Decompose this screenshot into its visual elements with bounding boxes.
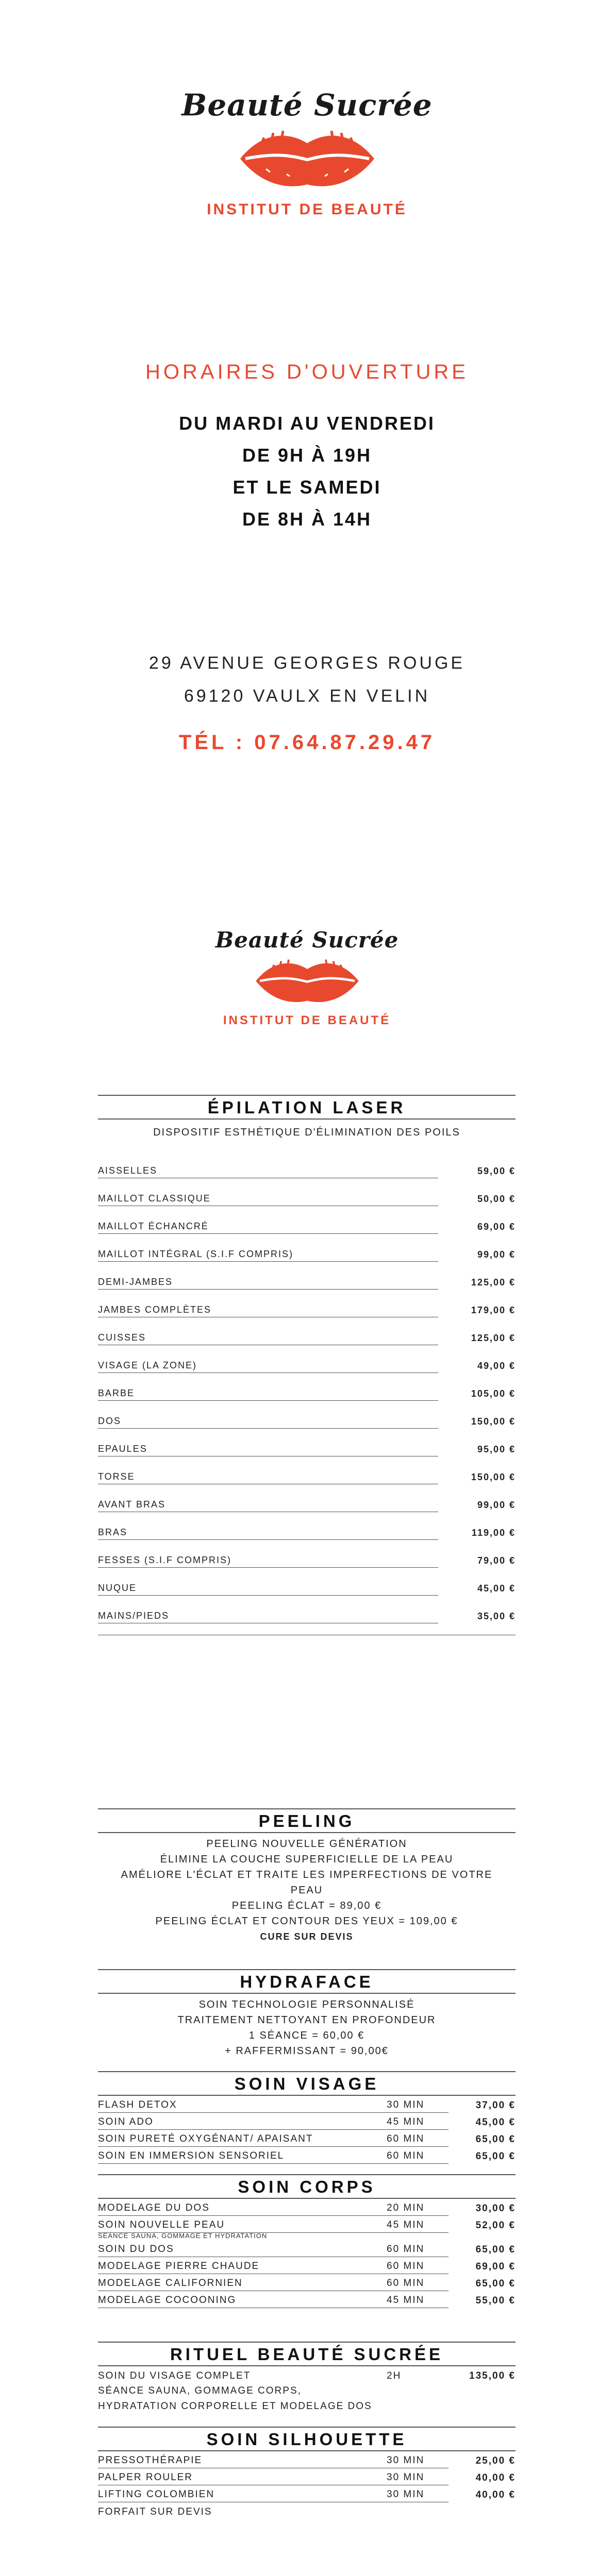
hydraface-section — [98, 1969, 516, 2059]
hydraface-price: 1 SÉANCE = 60,00 € — [248, 2030, 365, 2041]
peeling-price: PEELING ÉCLAT ET CONTOUR DES YEUX = 109,00 € — [155, 1916, 458, 1927]
list-item: MODELAGE CALIFORNIEN 60 MIN 65,00 € — [98, 2274, 516, 2291]
address-street: 29 AVENUE GEORGES ROUGE — [148, 653, 466, 673]
item-note: SÉANCE SAUNA, GOMMAGE ET HYDRATATION — [98, 2232, 268, 2240]
hydraface-price: + RAFFERMISSANT = 90,00€ — [225, 2045, 389, 2057]
opening-hours — [0, 361, 614, 535]
section-title: HYDRAFACE — [98, 1969, 516, 1994]
rituel-section — [98, 2342, 516, 2414]
hours-title: HORAIRES D'OUVERTURE — [145, 361, 469, 383]
peeling-price: PEELING ÉCLAT = 89,00 € — [231, 1900, 382, 1911]
list-item: LIFTING COLOMBIEN 30 MIN 40,00 € — [98, 2485, 516, 2502]
list-item: FESSES (S.I.F COMPRIS) 79,00 € — [98, 1540, 516, 1568]
hydraface-line: SOIN TECHNOLOGIE PERSONNALISÉ — [198, 1999, 415, 2010]
list-item: PALPER ROULER 30 MIN 40,00 € — [98, 2468, 516, 2485]
list-item: MODELAGE COCOONING 45 MIN 55,00 € — [98, 2291, 516, 2308]
list-item: MAILLOT INTÉGRAL (S.I.F COMPRIS) 99,00 € — [98, 1234, 516, 1262]
list-item: SOIN PURETÉ OXYGÉNANT/ APAISANT 60 MIN 65,00 € — [98, 2130, 516, 2147]
peeling-line: ÉLIMINE LA COUCHE SUPERFICIELLE DE LA PEAU — [160, 1854, 454, 1865]
brand-name: Beauté Sucrée — [181, 88, 433, 123]
list-item: BRAS 119,00 € — [98, 1512, 516, 1540]
rituel-line: SÉANCE SAUNA, GOMMAGE CORPS, — [98, 2385, 302, 2396]
hydraface-line: TRAITEMENT NETTOYANT EN PROFONDEUR — [177, 2014, 436, 2026]
section-title: SOIN VISAGE — [98, 2071, 516, 2096]
list-item: BARBE 105,00 € — [98, 1373, 516, 1401]
list-item: AVANT BRAS 99,00 € — [98, 1484, 516, 1512]
rituel-line: HYDRATATION CORPORELLE ET MODELAGE DOS — [98, 2401, 372, 2412]
hours-line: DU MARDI AU VENDREDI — [179, 413, 435, 434]
list-item: TORSE 150,00 € — [98, 1456, 516, 1484]
list-item: VISAGE (LA ZONE) 49,00 € — [98, 1345, 516, 1373]
list-item: SOIN ADO 45 MIN 45,00 € — [98, 2113, 516, 2130]
list-item: SOIN NOUVELLE PEAU 45 MIN 52,00 € — [98, 2216, 516, 2233]
list-item: MAILLOT ÉCHANCRÉ 69,00 € — [98, 1206, 516, 1234]
list-item: FLASH DETOX 30 MIN 37,00 € — [98, 2096, 516, 2113]
list-item: PRESSOTHÉRAPIE 30 MIN 25,00 € — [98, 2451, 516, 2468]
section-title: SOIN CORPS — [98, 2174, 516, 2199]
section-subtitle: DISPOSITIF ESTHÉTIQUE D'ÉLIMINATION DES POILS — [153, 1127, 460, 1138]
peeling-line: PEELING NOUVELLE GÉNÉRATION — [206, 1838, 407, 1850]
soin-corps-section — [98, 2174, 516, 2308]
section-title: PEELING — [98, 1808, 516, 1833]
address-city: 69120 VAULX EN VELIN — [184, 686, 430, 706]
brand-subtitle: INSTITUT DE BEAUTÉ — [223, 1013, 391, 1027]
address-block — [0, 647, 614, 754]
list-item: MAILLOT CLASSIQUE 50,00 € — [98, 1178, 516, 1206]
list-item: MODELAGE DU DOS 20 MIN 30,00 € — [98, 2199, 516, 2216]
list-item: MAINS/PIEDS 35,00 € — [98, 1596, 516, 1623]
hours-line: ET LE SAMEDI — [233, 477, 381, 498]
brand-name: Beauté Sucrée — [215, 927, 399, 953]
section-title: ÉPILATION LASER — [98, 1095, 516, 1120]
peeling-line: AMÉLIORE L'ÉCLAT ET TRAITE LES IMPERFECTIONS DE VOTRE — [121, 1869, 493, 1880]
soin-visage-section — [98, 2071, 516, 2164]
section-title: RITUEL BEAUTÉ SUCRÉE — [98, 2342, 516, 2366]
list-item: CUISSES 125,00 € — [98, 1317, 516, 1345]
hours-line: DE 9H À 19H — [242, 445, 372, 466]
phone-number[interactable]: TÉL : 07.64.87.29.47 — [178, 731, 436, 754]
peeling-line: PEAU — [290, 1885, 323, 1896]
list-item: JAMBES COMPLÈTES 179,00 € — [98, 1290, 516, 1317]
list-item: MODELAGE PIERRE CHAUDE 60 MIN 69,00 € — [98, 2257, 516, 2274]
silhouette-section — [98, 2427, 516, 2520]
list-item: EPAULES 95,00 € — [98, 1429, 516, 1456]
hero-brand — [0, 88, 614, 218]
lips-logo-icon — [230, 123, 385, 195]
laser-price-list — [98, 1150, 516, 1635]
section-brand — [0, 927, 614, 1028]
peeling-section — [98, 1808, 516, 1944]
list-item: SOIN DU DOS 60 MIN 65,00 € — [98, 2240, 516, 2257]
list-item: SOIN EN IMMERSION SENSORIEL 60 MIN 65,00 € — [98, 2147, 516, 2164]
list-item: AISSELLES 59,00 € — [98, 1150, 516, 1178]
hours-line: DE 8H À 14H — [242, 509, 372, 530]
list-item: NUQUE 45,00 € — [98, 1568, 516, 1596]
section-title: SOIN SILHOUETTE — [98, 2427, 516, 2451]
laser-section — [98, 1095, 516, 1635]
brand-subtitle: INSTITUT DE BEAUTÉ — [207, 201, 407, 218]
peeling-cta: CURE SUR DEVIS — [260, 1931, 354, 1942]
silhouette-footer: FORFAIT SUR DEVIS — [98, 2506, 212, 2517]
list-item: SOIN DU VISAGE COMPLET 2H 135,00 € — [98, 2370, 516, 2381]
list-item: DOS 150,00 € — [98, 1401, 516, 1429]
list-item: DEMI-JAMBES 125,00 € — [98, 1262, 516, 1290]
lips-logo-icon — [248, 953, 367, 1009]
